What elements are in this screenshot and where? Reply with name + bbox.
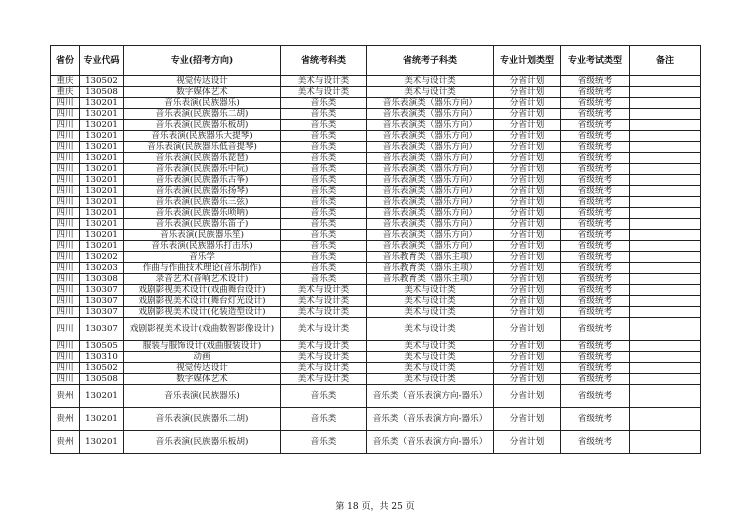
cell-major-name: 音乐表演(民族器乐二胡) <box>124 109 281 120</box>
cell-exam-subcategory: 美术与设计类 <box>367 318 494 341</box>
cell-major-name: 动画 <box>124 352 281 363</box>
cell-major-code: 130201 <box>80 431 124 454</box>
cell-province: 重庆 <box>51 87 80 98</box>
cell-exam-type: 省级统考 <box>561 241 630 252</box>
cell-exam-subcategory: 美术与设计类 <box>367 76 494 87</box>
cell-major-name: 音乐表演(民族器乐中阮) <box>124 164 281 175</box>
cell-plan-type: 分省计划 <box>494 142 561 153</box>
cell-province: 四川 <box>51 109 80 120</box>
table-row <box>51 197 701 208</box>
cell-major-name: 音乐表演(民族器乐板胡) <box>124 431 281 454</box>
cell-province: 四川 <box>51 219 80 230</box>
cell-plan-type: 分省计划 <box>494 307 561 318</box>
cell-remarks <box>630 175 701 186</box>
header-major-code: 专业代码 <box>80 46 124 76</box>
cell-exam-type: 省级统考 <box>561 109 630 120</box>
cell-exam-subcategory: 美术与设计类 <box>367 352 494 363</box>
cell-exam-subcategory: 音乐表演类（器乐方向） <box>367 98 494 109</box>
cell-major-name: 音乐表演(民族器乐笛子) <box>124 219 281 230</box>
cell-remarks <box>630 363 701 374</box>
cell-province: 四川 <box>51 98 80 109</box>
cell-plan-type: 分省计划 <box>494 408 561 431</box>
cell-major-name: 数字媒体艺术 <box>124 374 281 385</box>
cell-province: 四川 <box>51 153 80 164</box>
cell-exam-subcategory: 美术与设计类 <box>367 296 494 307</box>
cell-province: 四川 <box>51 363 80 374</box>
cell-major-code: 130201 <box>80 208 124 219</box>
cell-exam-type: 省级统考 <box>561 374 630 385</box>
cell-exam-type: 省级统考 <box>561 285 630 296</box>
cell-major-code: 130201 <box>80 98 124 109</box>
cell-exam-category: 美术与设计类 <box>281 76 367 87</box>
cell-major-name: 音乐表演(民族器乐板胡) <box>124 120 281 131</box>
cell-province: 四川 <box>51 352 80 363</box>
cell-major-name: 音乐表演(民族器乐大提琴) <box>124 131 281 142</box>
cell-plan-type: 分省计划 <box>494 363 561 374</box>
cell-major-code: 130201 <box>80 197 124 208</box>
cell-province: 重庆 <box>51 76 80 87</box>
cell-exam-category: 音乐类 <box>281 164 367 175</box>
cell-province: 四川 <box>51 120 80 131</box>
cell-province: 四川 <box>51 164 80 175</box>
table-row <box>51 307 701 318</box>
cell-exam-type: 省级统考 <box>561 263 630 274</box>
cell-major-name: 视觉传达设计 <box>124 76 281 87</box>
cell-exam-type: 省级统考 <box>561 307 630 318</box>
header-exam-subcategory: 省统考子科类 <box>367 46 494 76</box>
cell-exam-type: 省级统考 <box>561 186 630 197</box>
cell-exam-subcategory: 美术与设计类 <box>367 87 494 98</box>
cell-exam-type: 省级统考 <box>561 197 630 208</box>
cell-exam-category: 音乐类 <box>281 431 367 454</box>
header-exam-type: 专业考试类型 <box>561 46 630 76</box>
table-header-row <box>51 46 701 76</box>
cell-province: 四川 <box>51 252 80 263</box>
cell-exam-subcategory: 音乐表演类（器乐方向） <box>367 219 494 230</box>
cell-exam-subcategory: 美术与设计类 <box>367 363 494 374</box>
cell-province: 四川 <box>51 175 80 186</box>
cell-plan-type: 分省计划 <box>494 241 561 252</box>
cell-exam-subcategory: 美术与设计类 <box>367 307 494 318</box>
cell-major-code: 130202 <box>80 252 124 263</box>
cell-major-code: 130201 <box>80 230 124 241</box>
cell-exam-subcategory: 美术与设计类 <box>367 374 494 385</box>
cell-province: 四川 <box>51 230 80 241</box>
cell-exam-category: 音乐类 <box>281 109 367 120</box>
cell-major-name: 音乐表演(民族器乐三弦) <box>124 197 281 208</box>
cell-exam-category: 音乐类 <box>281 153 367 164</box>
cell-remarks <box>630 208 701 219</box>
cell-major-name: 数字媒体艺术 <box>124 87 281 98</box>
cell-remarks <box>630 285 701 296</box>
cell-province: 四川 <box>51 208 80 219</box>
cell-major-code: 130201 <box>80 120 124 131</box>
cell-plan-type: 分省计划 <box>494 197 561 208</box>
cell-exam-category: 美术与设计类 <box>281 352 367 363</box>
cell-exam-subcategory: 音乐表演类（器乐方向） <box>367 241 494 252</box>
table-row <box>51 76 701 87</box>
cell-province: 四川 <box>51 307 80 318</box>
cell-plan-type: 分省计划 <box>494 76 561 87</box>
table-row <box>51 274 701 285</box>
cell-exam-type: 省级统考 <box>561 175 630 186</box>
cell-remarks <box>630 408 701 431</box>
cell-exam-subcategory: 音乐表演类（器乐方向） <box>367 153 494 164</box>
table-row <box>51 408 701 431</box>
cell-major-name: 视觉传达设计 <box>124 363 281 374</box>
cell-major-name: 音乐学 <box>124 252 281 263</box>
cell-exam-category: 音乐类 <box>281 197 367 208</box>
cell-exam-type: 省级统考 <box>561 120 630 131</box>
cell-major-name: 音乐表演(民族器乐) <box>124 385 281 408</box>
cell-exam-type: 省级统考 <box>561 352 630 363</box>
table-row <box>51 341 701 352</box>
cell-plan-type: 分省计划 <box>494 98 561 109</box>
cell-plan-type: 分省计划 <box>494 341 561 352</box>
cell-exam-category: 音乐类 <box>281 142 367 153</box>
cell-major-name: 音乐表演(民族器乐扬琴) <box>124 186 281 197</box>
header-major-direction: 专业(招考方向) <box>124 46 281 76</box>
cell-exam-type: 省级统考 <box>561 87 630 98</box>
cell-remarks <box>630 341 701 352</box>
cell-exam-category: 美术与设计类 <box>281 341 367 352</box>
cell-remarks <box>630 296 701 307</box>
cell-exam-category: 音乐类 <box>281 252 367 263</box>
cell-plan-type: 分省计划 <box>494 263 561 274</box>
cell-plan-type: 分省计划 <box>494 219 561 230</box>
table-row <box>51 285 701 296</box>
table-row <box>51 374 701 385</box>
cell-exam-category: 音乐类 <box>281 208 367 219</box>
table-row <box>51 142 701 153</box>
cell-major-code: 130201 <box>80 164 124 175</box>
cell-exam-subcategory: 音乐教育类（器乐主项） <box>367 274 494 285</box>
cell-exam-subcategory: 美术与设计类 <box>367 285 494 296</box>
cell-exam-category: 美术与设计类 <box>281 307 367 318</box>
cell-exam-subcategory: 音乐教育类（器乐主项） <box>367 263 494 274</box>
cell-exam-category: 音乐类 <box>281 175 367 186</box>
cell-major-name: 音乐表演(民族器乐古筝) <box>124 175 281 186</box>
cell-plan-type: 分省计划 <box>494 175 561 186</box>
cell-major-code: 130201 <box>80 142 124 153</box>
cell-exam-type: 省级统考 <box>561 230 630 241</box>
cell-remarks <box>630 219 701 230</box>
cell-exam-type: 省级统考 <box>561 363 630 374</box>
cell-exam-subcategory: 音乐表演类（器乐方向） <box>367 109 494 120</box>
cell-exam-type: 省级统考 <box>561 153 630 164</box>
cell-exam-category: 美术与设计类 <box>281 318 367 341</box>
table-row <box>51 208 701 219</box>
cell-major-name: 作曲与作曲技术理论(音乐制作) <box>124 263 281 274</box>
table-row <box>51 241 701 252</box>
cell-province: 四川 <box>51 197 80 208</box>
cell-exam-type: 省级统考 <box>561 318 630 341</box>
cell-exam-type: 省级统考 <box>561 131 630 142</box>
cell-remarks <box>630 87 701 98</box>
cell-exam-subcategory: 音乐表演类（器乐方向） <box>367 208 494 219</box>
table-row <box>51 230 701 241</box>
cell-exam-category: 音乐类 <box>281 98 367 109</box>
table-row <box>51 431 701 454</box>
cell-province: 贵州 <box>51 408 80 431</box>
table-row <box>51 98 701 109</box>
cell-province: 四川 <box>51 263 80 274</box>
table-row <box>51 153 701 164</box>
cell-major-code: 130307 <box>80 285 124 296</box>
cell-exam-type: 省级统考 <box>561 341 630 352</box>
cell-major-name: 服装与服饰设计(戏曲服装设计) <box>124 341 281 352</box>
cell-plan-type: 分省计划 <box>494 385 561 408</box>
cell-remarks <box>630 307 701 318</box>
cell-remarks <box>630 164 701 175</box>
cell-major-name: 戏剧影视美术设计(戏曲数智影像设计) <box>124 318 281 341</box>
cell-major-code: 130508 <box>80 374 124 385</box>
cell-exam-type: 省级统考 <box>561 408 630 431</box>
cell-plan-type: 分省计划 <box>494 431 561 454</box>
cell-province: 贵州 <box>51 431 80 454</box>
cell-major-code: 130307 <box>80 296 124 307</box>
cell-remarks <box>630 252 701 263</box>
cell-plan-type: 分省计划 <box>494 131 561 142</box>
cell-plan-type: 分省计划 <box>494 120 561 131</box>
cell-remarks <box>630 186 701 197</box>
cell-major-code: 130201 <box>80 408 124 431</box>
cell-plan-type: 分省计划 <box>494 109 561 120</box>
cell-major-code: 130201 <box>80 153 124 164</box>
cell-exam-subcategory: 音乐表演类（器乐方向） <box>367 142 494 153</box>
cell-exam-subcategory: 音乐表演类（器乐方向） <box>367 120 494 131</box>
cell-major-name: 音乐表演(民族器乐打击乐) <box>124 241 281 252</box>
cell-province: 四川 <box>51 186 80 197</box>
cell-exam-type: 省级统考 <box>561 385 630 408</box>
cell-exam-subcategory: 音乐表演类（器乐方向） <box>367 230 494 241</box>
header-exam-category: 省统考科类 <box>281 46 367 76</box>
cell-remarks <box>630 431 701 454</box>
cell-remarks <box>630 98 701 109</box>
cell-exam-subcategory: 音乐表演类（器乐方向） <box>367 175 494 186</box>
cell-plan-type: 分省计划 <box>494 87 561 98</box>
cell-province: 四川 <box>51 285 80 296</box>
cell-exam-subcategory: 音乐类（音乐表演方向-器乐） <box>367 408 494 431</box>
cell-exam-subcategory: 音乐表演类（器乐方向） <box>367 164 494 175</box>
cell-remarks <box>630 318 701 341</box>
cell-major-code: 130203 <box>80 263 124 274</box>
cell-plan-type: 分省计划 <box>494 208 561 219</box>
cell-exam-type: 省级统考 <box>561 98 630 109</box>
cell-exam-category: 音乐类 <box>281 263 367 274</box>
cell-major-name: 音乐表演(民族器乐笙) <box>124 230 281 241</box>
cell-plan-type: 分省计划 <box>494 186 561 197</box>
cell-major-code: 130201 <box>80 219 124 230</box>
cell-plan-type: 分省计划 <box>494 285 561 296</box>
cell-remarks <box>630 142 701 153</box>
cell-exam-subcategory: 音乐教育类（器乐主项） <box>367 252 494 263</box>
cell-plan-type: 分省计划 <box>494 274 561 285</box>
cell-remarks <box>630 120 701 131</box>
cell-plan-type: 分省计划 <box>494 374 561 385</box>
cell-remarks <box>630 241 701 252</box>
cell-major-code: 130201 <box>80 186 124 197</box>
cell-exam-category: 美术与设计类 <box>281 363 367 374</box>
cell-exam-subcategory: 音乐表演类（器乐方向） <box>367 131 494 142</box>
cell-major-name: 录音艺术(音响艺术设计) <box>124 274 281 285</box>
cell-major-code: 130508 <box>80 87 124 98</box>
cell-major-name: 戏剧影视美术设计(舞台灯光设计) <box>124 296 281 307</box>
cell-exam-category: 音乐类 <box>281 219 367 230</box>
cell-exam-category: 美术与设计类 <box>281 87 367 98</box>
cell-major-name: 音乐表演(民族器乐低音提琴) <box>124 142 281 153</box>
cell-exam-category: 音乐类 <box>281 186 367 197</box>
cell-plan-type: 分省计划 <box>494 318 561 341</box>
cell-province: 四川 <box>51 341 80 352</box>
table-row <box>51 363 701 374</box>
table-row <box>51 87 701 98</box>
cell-exam-category: 音乐类 <box>281 131 367 142</box>
cell-province: 四川 <box>51 241 80 252</box>
enrollment-table <box>50 45 701 454</box>
cell-remarks <box>630 131 701 142</box>
cell-province: 四川 <box>51 274 80 285</box>
cell-plan-type: 分省计划 <box>494 164 561 175</box>
cell-remarks <box>630 263 701 274</box>
cell-exam-category: 美术与设计类 <box>281 374 367 385</box>
cell-exam-category: 音乐类 <box>281 120 367 131</box>
cell-exam-type: 省级统考 <box>561 208 630 219</box>
cell-major-code: 130502 <box>80 363 124 374</box>
cell-remarks <box>630 385 701 408</box>
cell-major-name: 戏剧影视美术设计(戏曲舞台设计) <box>124 285 281 296</box>
table-row <box>51 175 701 186</box>
cell-remarks <box>630 274 701 285</box>
cell-major-code: 130201 <box>80 109 124 120</box>
cell-major-code: 130310 <box>80 352 124 363</box>
cell-plan-type: 分省计划 <box>494 352 561 363</box>
cell-exam-category: 音乐类 <box>281 274 367 285</box>
cell-remarks <box>630 153 701 164</box>
cell-exam-category: 音乐类 <box>281 230 367 241</box>
cell-exam-type: 省级统考 <box>561 296 630 307</box>
cell-major-code: 130308 <box>80 274 124 285</box>
header-plan-type: 专业计划类型 <box>494 46 561 76</box>
table-row <box>51 252 701 263</box>
cell-plan-type: 分省计划 <box>494 230 561 241</box>
cell-exam-type: 省级统考 <box>561 76 630 87</box>
table-row <box>51 219 701 230</box>
cell-exam-category: 音乐类 <box>281 408 367 431</box>
cell-plan-type: 分省计划 <box>494 153 561 164</box>
cell-remarks <box>630 197 701 208</box>
cell-remarks <box>630 374 701 385</box>
cell-major-code: 130201 <box>80 385 124 408</box>
cell-province: 四川 <box>51 296 80 307</box>
cell-exam-type: 省级统考 <box>561 219 630 230</box>
cell-remarks <box>630 109 701 120</box>
cell-province: 四川 <box>51 131 80 142</box>
page-footer: 第 18 页，共 25 页 <box>335 502 415 512</box>
table-row <box>51 385 701 408</box>
cell-exam-subcategory: 音乐表演类（器乐方向） <box>367 197 494 208</box>
table-row <box>51 131 701 142</box>
header-remarks: 备注 <box>630 46 701 76</box>
cell-remarks <box>630 76 701 87</box>
table-row <box>51 164 701 175</box>
header-province: 省份 <box>51 46 80 76</box>
cell-major-code: 130307 <box>80 307 124 318</box>
cell-remarks <box>630 352 701 363</box>
cell-exam-category: 美术与设计类 <box>281 285 367 296</box>
table-row <box>51 263 701 274</box>
cell-major-code: 130307 <box>80 318 124 341</box>
cell-exam-category: 美术与设计类 <box>281 296 367 307</box>
cell-major-code: 130201 <box>80 241 124 252</box>
cell-major-name: 音乐表演(民族器乐琵琶) <box>124 153 281 164</box>
cell-province: 四川 <box>51 142 80 153</box>
table-row <box>51 109 701 120</box>
cell-exam-type: 省级统考 <box>561 252 630 263</box>
cell-exam-type: 省级统考 <box>561 164 630 175</box>
cell-plan-type: 分省计划 <box>494 252 561 263</box>
cell-major-code: 130201 <box>80 131 124 142</box>
table-row <box>51 318 701 341</box>
cell-exam-subcategory: 音乐类（音乐表演方向-器乐） <box>367 385 494 408</box>
cell-exam-category: 音乐类 <box>281 241 367 252</box>
cell-province: 贵州 <box>51 385 80 408</box>
cell-exam-subcategory: 美术与设计类 <box>367 341 494 352</box>
cell-exam-type: 省级统考 <box>561 431 630 454</box>
cell-province: 四川 <box>51 318 80 341</box>
table-row <box>51 120 701 131</box>
cell-major-name: 音乐表演(民族器乐唢呐) <box>124 208 281 219</box>
cell-major-code: 130505 <box>80 341 124 352</box>
table-row <box>51 296 701 307</box>
cell-major-name: 音乐表演(民族器乐) <box>124 98 281 109</box>
cell-exam-type: 省级统考 <box>561 274 630 285</box>
cell-major-name: 戏剧影视美术设计(化装造型设计) <box>124 307 281 318</box>
cell-province: 四川 <box>51 374 80 385</box>
cell-major-code: 130502 <box>80 76 124 87</box>
cell-exam-subcategory: 音乐类（音乐表演方向-器乐） <box>367 431 494 454</box>
cell-remarks <box>630 230 701 241</box>
cell-major-code: 130201 <box>80 175 124 186</box>
cell-major-name: 音乐表演(民族器乐二胡) <box>124 408 281 431</box>
cell-plan-type: 分省计划 <box>494 296 561 307</box>
cell-exam-subcategory: 音乐表演类（器乐方向） <box>367 186 494 197</box>
cell-exam-type: 省级统考 <box>561 142 630 153</box>
table-row <box>51 186 701 197</box>
cell-exam-category: 音乐类 <box>281 385 367 408</box>
table-row <box>51 352 701 363</box>
